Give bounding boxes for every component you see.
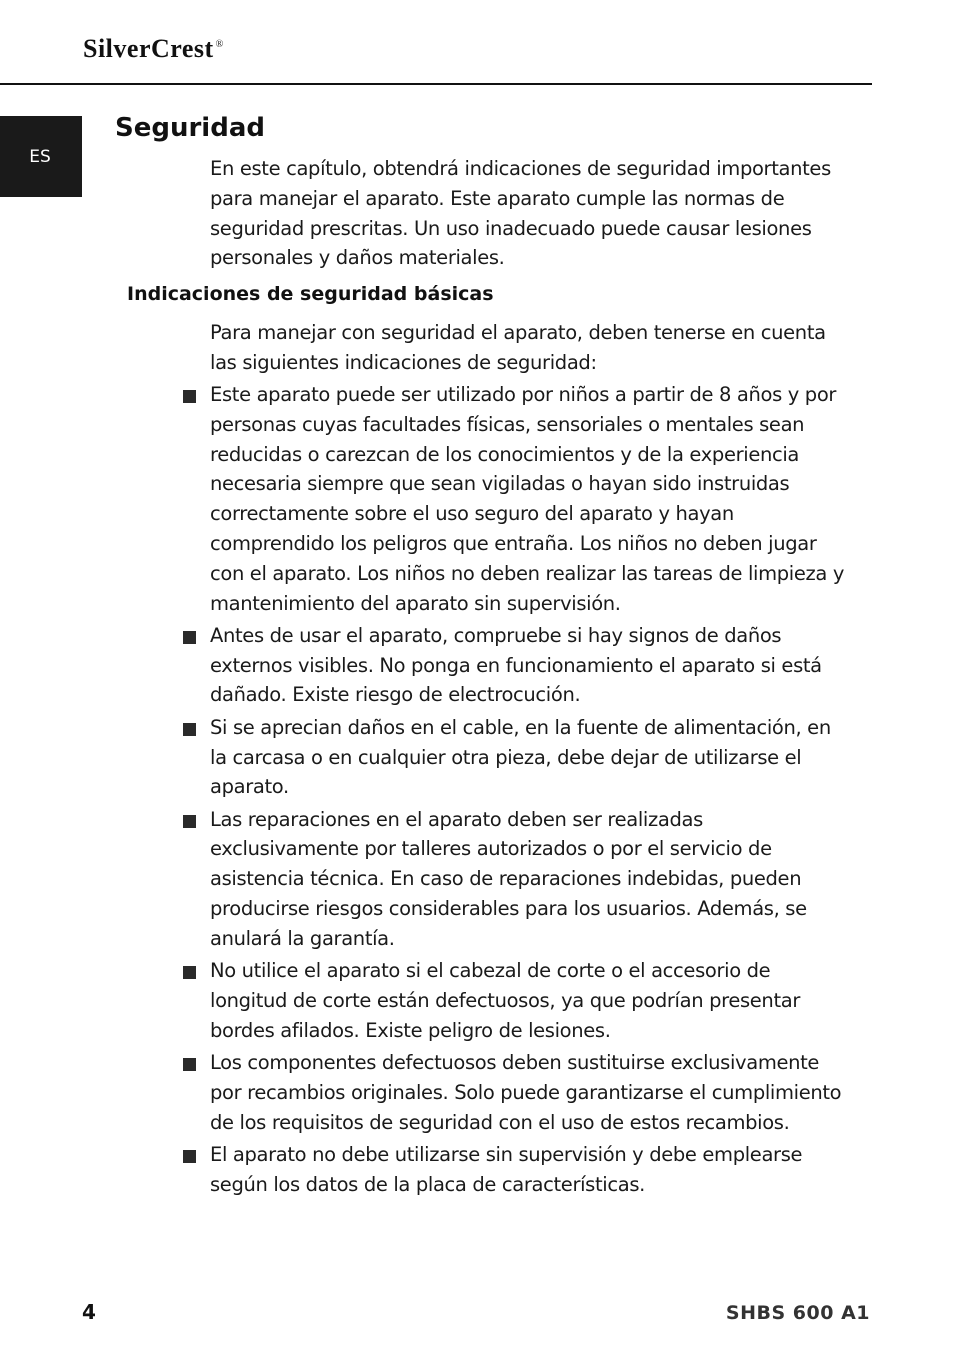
subsection-title: Indicaciones de seguridad básicas [127, 283, 494, 305]
list-item [210, 713, 850, 802]
list-item-text: Si se aprecian daños en el cable, en la fuente de alimentación, en la carcasa o en cualquier otra pieza, debe dejar de utilizarse el aparato. [210, 715, 831, 799]
list-item [210, 1048, 850, 1137]
bullet-square-icon [183, 966, 196, 979]
language-code: ES [29, 146, 51, 167]
list-item-text: Las reparaciones en el aparato deben ser realizadas exclusivamente por talleres autorizados o por el servicio de asistencia técnica. En caso de reparaciones indebidas, pueden producirse riesgos considerables para los usuarios. Además, se anulará la garantía. [210, 807, 807, 950]
brand-logo [83, 34, 224, 64]
bullet-square-icon [183, 1058, 196, 1071]
subsection-intro: Para manejar con seguridad el aparato, deben tenerse en cuenta las siguientes indicaciones de seguridad: [210, 321, 826, 374]
list-item [210, 1140, 850, 1200]
bullet-square-icon [183, 390, 196, 403]
bullet-square-icon [183, 1150, 196, 1163]
list-item-text: El aparato no debe utilizarse sin supervisión y debe emplearse según los datos de la placa de características. [210, 1142, 803, 1196]
section-title: Seguridad [115, 113, 265, 143]
section-intro: En este capítulo, obtendrá indicaciones de seguridad importantes para manejar el aparato. Este aparato cumple las normas de seguridad prescritas. Un uso inadecuado puede causar lesiones personales y daños materiales. [210, 157, 831, 270]
language-tab [0, 116, 82, 197]
list-item-text: Los componentes defectuosos deben sustituirse exclusivamente por recambios originales. Solo puede garantizarse el cumplimiento de los requisitos de seguridad con el uso de estos recambios. [210, 1051, 842, 1134]
model-number: SHBS 600 A1 [725, 1302, 870, 1324]
list-item [210, 621, 850, 710]
list-item [210, 805, 850, 954]
list-item-text: Antes de usar el aparato, compruebe si hay signos de daños externos visibles. No ponga en funcionamiento el aparato si está dañado. Existe riesgo de electrocución. [210, 623, 822, 707]
bullet-square-icon [183, 723, 196, 736]
list-item [210, 956, 850, 1045]
registered-mark: ® [215, 39, 224, 51]
bullet-square-icon [183, 815, 196, 828]
brand-logo-text: SilverCrest [83, 34, 214, 63]
list-item-text: Este aparato puede ser utilizado por niños a partir de 8 años y por personas cuyas facultades físicas, sensoriales o mentales sean reducidas o carezcan de los conocimientos y de la experiencia necesaria siempre que sean vigiladas o hayan sido instruidas correctamente sobre el uso seguro del aparato y hayan comprendido los peligros que entraña. Los niños no deben jugar con el aparato. Los niños no deben realizar las tareas de limpieza y mantenimiento del aparato sin supervisión. [210, 383, 845, 615]
list-item [210, 380, 850, 618]
bullet-square-icon [183, 631, 196, 644]
header-divider [0, 83, 872, 85]
page-number: 4 [82, 1300, 96, 1324]
safety-list [210, 380, 850, 1202]
list-item-text: No utilice el aparato si el cabezal de corte o el accesorio de longitud de corte están defectuosos, ya que podrían presentar bordes afilados. Existe peligro de lesiones. [210, 959, 801, 1042]
